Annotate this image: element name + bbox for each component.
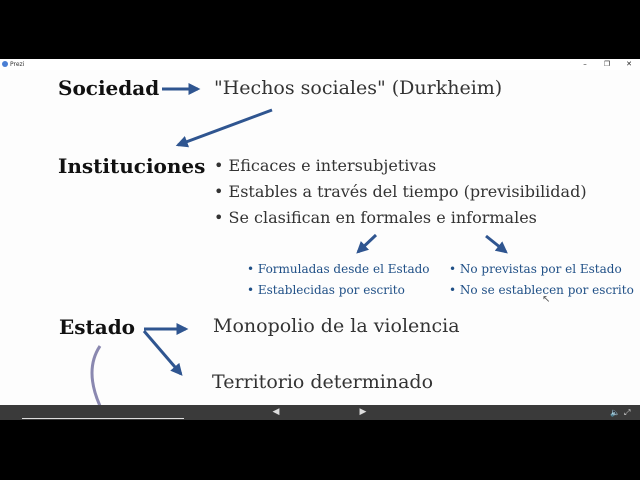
fullscreen-icon[interactable]: ⤢ — [624, 408, 631, 417]
estado-item-territorio: Territorio determinado — [212, 371, 434, 393]
arrow-right-icon[interactable]: ▶ — [359, 407, 367, 417]
presentation-canvas — [0, 70, 640, 405]
close-icon[interactable]: ✕ — [626, 60, 632, 68]
arrow-to-formales — [358, 235, 376, 252]
progress-bar[interactable] — [22, 418, 184, 419]
sociedad-heading: Sociedad — [58, 76, 160, 100]
prezi-app-icon — [2, 61, 8, 67]
formales-item: • Establecidas por escrito — [247, 283, 405, 297]
instituciones-heading: Instituciones — [58, 154, 206, 178]
minimize-icon[interactable]: – — [583, 60, 587, 68]
estado-heading: Estado — [59, 315, 136, 339]
instituciones-bullet: • Se clasifican en formales e informales — [214, 208, 537, 227]
arrow-to-informales — [486, 236, 506, 252]
prezi-window — [0, 59, 640, 420]
formales-item: • Formuladas desde el Estado — [247, 262, 430, 276]
player-toolbar — [0, 405, 640, 420]
arrow-to-instituciones — [178, 110, 272, 145]
sociedad-definition: "Hechos sociales" (Durkheim) — [214, 77, 503, 99]
restore-icon[interactable]: ❐ — [603, 60, 611, 68]
mouse-cursor-icon: ↖ — [542, 294, 551, 305]
arrow-estado-territorio — [144, 331, 181, 374]
estado-item-monopolio: Monopolio de la violencia — [213, 315, 460, 337]
volume-icon[interactable]: 🔈 — [610, 408, 620, 417]
window-title: Prezi — [10, 61, 25, 68]
title-bar — [0, 59, 640, 70]
instituciones-bullet: • Eficaces e intersubjetivas — [214, 156, 437, 175]
informales-item: • No se establecen por escrito — [449, 283, 634, 297]
instituciones-bullet: • Estables a través del tiempo (previsibilidad) — [214, 182, 587, 201]
informales-item: • No previstas por el Estado — [449, 262, 622, 276]
arrow-left-icon[interactable]: ◀ — [272, 407, 280, 417]
curve-decoration — [92, 346, 100, 405]
arrows-layer — [0, 70, 640, 405]
